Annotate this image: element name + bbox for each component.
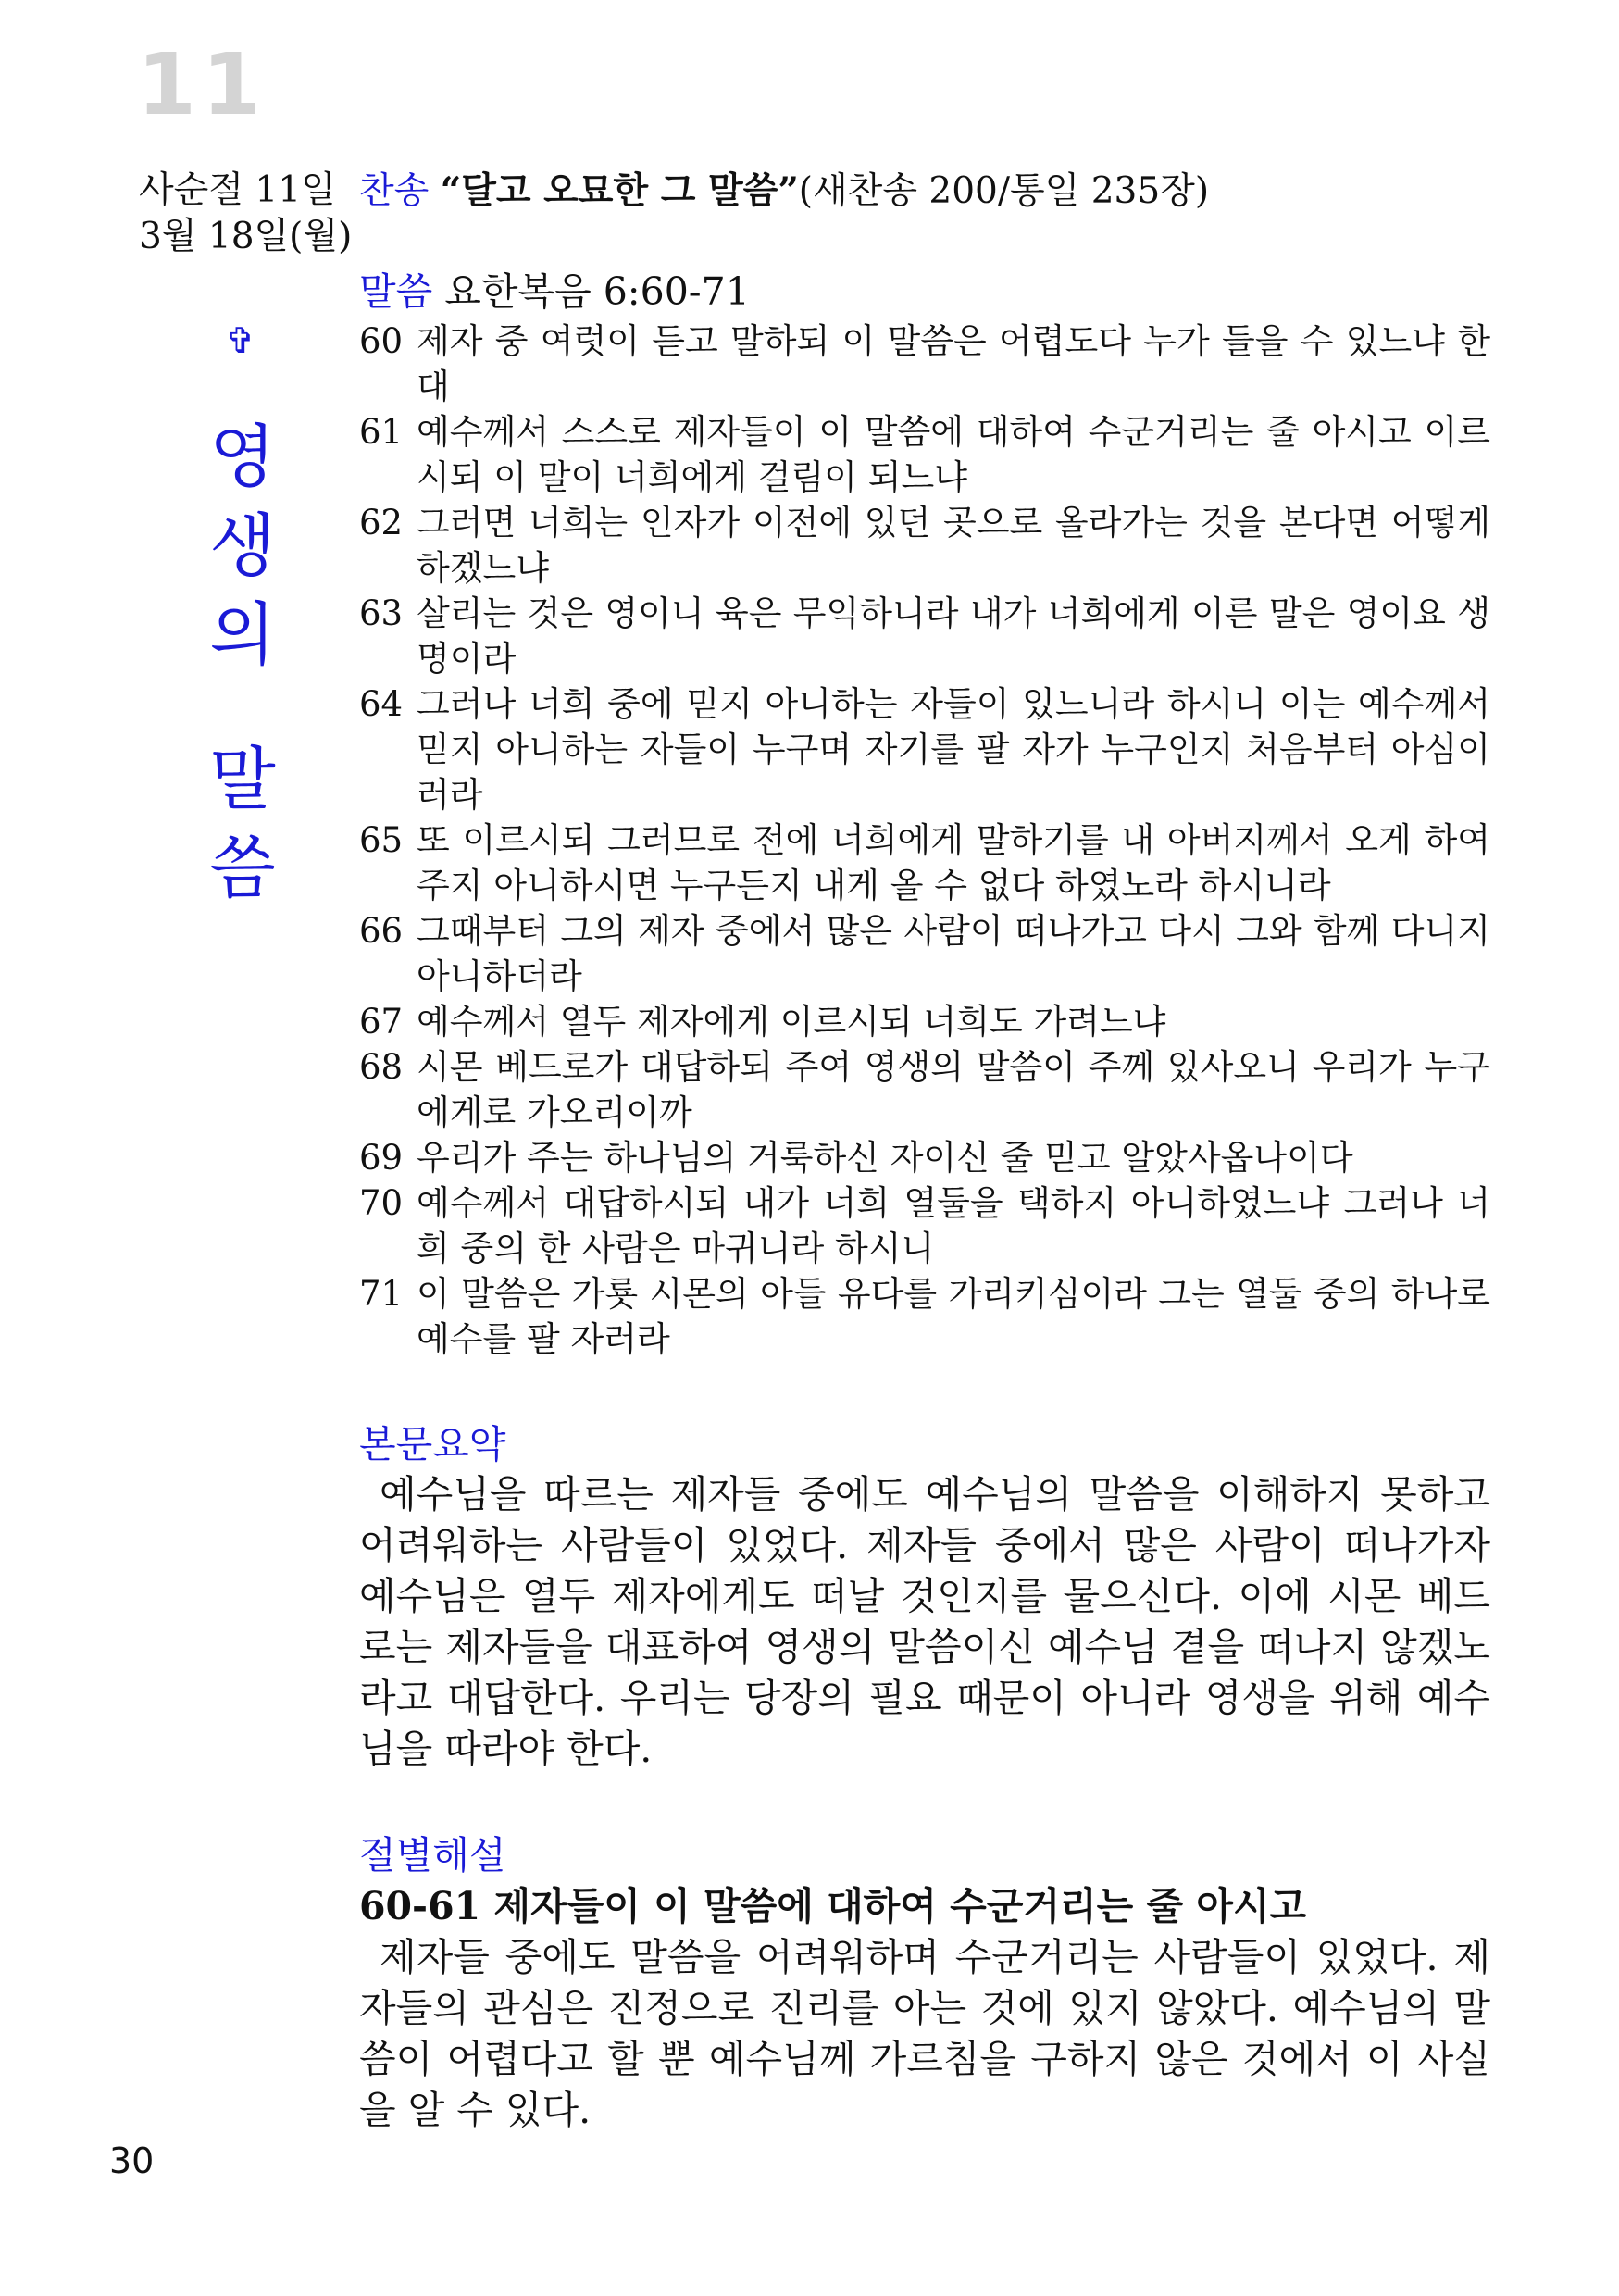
commentary-topic: 60-61 제자들이 이 말씀에 대하여 수군거리는 줄 아시고 bbox=[359, 1884, 1307, 1928]
verse bbox=[359, 908, 1490, 999]
chapter-number: 11 bbox=[137, 35, 268, 134]
verse-number: 63 bbox=[359, 593, 404, 633]
verse bbox=[359, 817, 1490, 908]
verse-number: 62 bbox=[359, 503, 404, 543]
vertical-title-char: 의 bbox=[209, 595, 276, 675]
verse-text: 그러나 너희 중에 믿지 아니하는 자들이 있느니라 하시니 이는 예수께서 믿지 아니하는 자들이 누구며 자기를 팔 자가 누구인지 처음부터 아심이러라 bbox=[417, 684, 1490, 815]
verse bbox=[359, 409, 1490, 500]
verse-text: 그때부터 그의 제자 중에서 많은 사람이 떠나가고 다시 그와 함께 다니지 아니하더라 bbox=[417, 911, 1490, 996]
main-content bbox=[359, 267, 1490, 2136]
page-number: 30 bbox=[109, 2140, 155, 2181]
verse-text: 또 이르시되 그러므로 전에 너희에게 말하기를 내 아버지께서 오게 하여 주지 아니하시면 누구든지 내게 올 수 없다 하였노라 하시니라 bbox=[417, 820, 1490, 905]
hymn-title: “달고 오묘한 그 말씀” bbox=[440, 169, 799, 212]
vertical-title-char: 씀 bbox=[209, 829, 276, 908]
hymn-reference: (새찬송 200/통일 235장) bbox=[798, 170, 1210, 212]
verse-text: 예수께서 대답하시되 내가 너희 열둘을 택하지 아니하였느냐 그러나 너희 중의 한 사람은 마귀니라 하시니 bbox=[417, 1183, 1490, 1268]
verse bbox=[359, 318, 1490, 409]
verse bbox=[359, 1044, 1490, 1135]
verse-number: 65 bbox=[359, 820, 404, 860]
verse-number: 71 bbox=[359, 1274, 404, 1314]
cross-icon: ✞ bbox=[226, 320, 255, 361]
verse bbox=[359, 681, 1490, 817]
vertical-title-char: 생 bbox=[209, 506, 276, 586]
verse-number: 61 bbox=[359, 412, 404, 452]
verse-text: 시몬 베드로가 대답하되 주여 영생의 말씀이 주께 있사오니 우리가 누구에게로 가오리이까 bbox=[417, 1047, 1490, 1132]
scripture-label: 말씀 bbox=[359, 269, 433, 314]
verse-text: 그러면 너희는 인자가 이전에 있던 곳으로 올라가는 것을 본다면 어떻게 하겠느냐 bbox=[417, 503, 1490, 588]
verse-list bbox=[359, 318, 1490, 1362]
hymn-line bbox=[359, 167, 1516, 216]
vertical-title-char: 영 bbox=[209, 418, 276, 497]
verse bbox=[359, 1180, 1490, 1271]
date-label: 3월 18일(월) bbox=[139, 216, 353, 257]
commentary-heading: 절별해설 bbox=[359, 1833, 506, 1878]
verse-text: 예수께서 열두 제자에게 이르시되 너희도 가려느냐 bbox=[417, 1002, 1166, 1042]
verse bbox=[359, 500, 1490, 591]
verse-text: 우리가 주는 하나님의 거룩하신 자이신 줄 믿고 알았사옵나이다 bbox=[417, 1138, 1353, 1178]
verse bbox=[359, 591, 1490, 681]
verse-number: 60 bbox=[359, 321, 404, 361]
hymn-label: 찬송 bbox=[359, 170, 430, 212]
commentary-text: 제자들 중에도 말씀을 어려워하며 수군거리는 사람들이 있었다. 제자들의 관심은 진정으로 진리를 아는 것에 있지 않았다. 예수님의 말씀이 어렵다고 할 뿐 예수님께 가르침을 구하지 않은 것에서 이 사실을 알 수 있다. bbox=[359, 1935, 1490, 2132]
verse-number: 68 bbox=[359, 1047, 404, 1087]
summary-text: 예수님을 따르는 제자들 중에도 예수님의 말씀을 이해하지 못하고 어려워하는 사람들이 있었다. 제자들 중에서 많은 사람이 떠나가자 예수님은 열두 제자에게도 떠날 것인지를 물으신다. 이에 시몬 베드로는 제자들을 대표하여 영생의 말씀이신 예수님 곁을 떠나지 않겠노라고 대답한다. 우리는 당장의 필요 때문이 아니라 영생을 위해 예수님을 따라야 한다. bbox=[359, 1472, 1490, 1771]
verse-number: 64 bbox=[359, 684, 404, 724]
summary-heading: 본문요약 bbox=[359, 1422, 506, 1466]
verse-text: 예수께서 스스로 제자들이 이 말씀에 대하여 수군거리는 줄 아시고 이르시되 이 말이 너희에게 걸림이 되느냐 bbox=[417, 412, 1490, 497]
vertical-title bbox=[205, 413, 280, 913]
verse-text: 살리는 것은 영이니 육은 무익하니라 내가 너희에게 이른 말은 영이요 생명이라 bbox=[417, 593, 1490, 679]
verse-text: 제자 중 여럿이 듣고 말하되 이 말씀은 어렵도다 누가 들을 수 있느냐 한대 bbox=[417, 321, 1490, 406]
verse-number: 70 bbox=[359, 1183, 404, 1223]
scripture-heading bbox=[359, 267, 1490, 317]
verse bbox=[359, 1135, 1490, 1180]
vertical-title-char: 말 bbox=[209, 740, 276, 819]
verse bbox=[359, 1271, 1490, 1362]
verse bbox=[359, 999, 1490, 1044]
lent-day-label: 사순절 11일 bbox=[139, 169, 336, 211]
scripture-reference: 요한복음 6:60-71 bbox=[444, 269, 750, 314]
vertical-title-gap bbox=[205, 680, 280, 735]
verse-number: 69 bbox=[359, 1138, 404, 1178]
verse-text: 이 말씀은 가룟 시몬의 아들 유다를 가리키심이라 그는 열둘 중의 하나로 예수를 팔 자러라 bbox=[417, 1274, 1490, 1359]
verse-number: 67 bbox=[359, 1002, 404, 1042]
verse-number: 66 bbox=[359, 911, 404, 951]
